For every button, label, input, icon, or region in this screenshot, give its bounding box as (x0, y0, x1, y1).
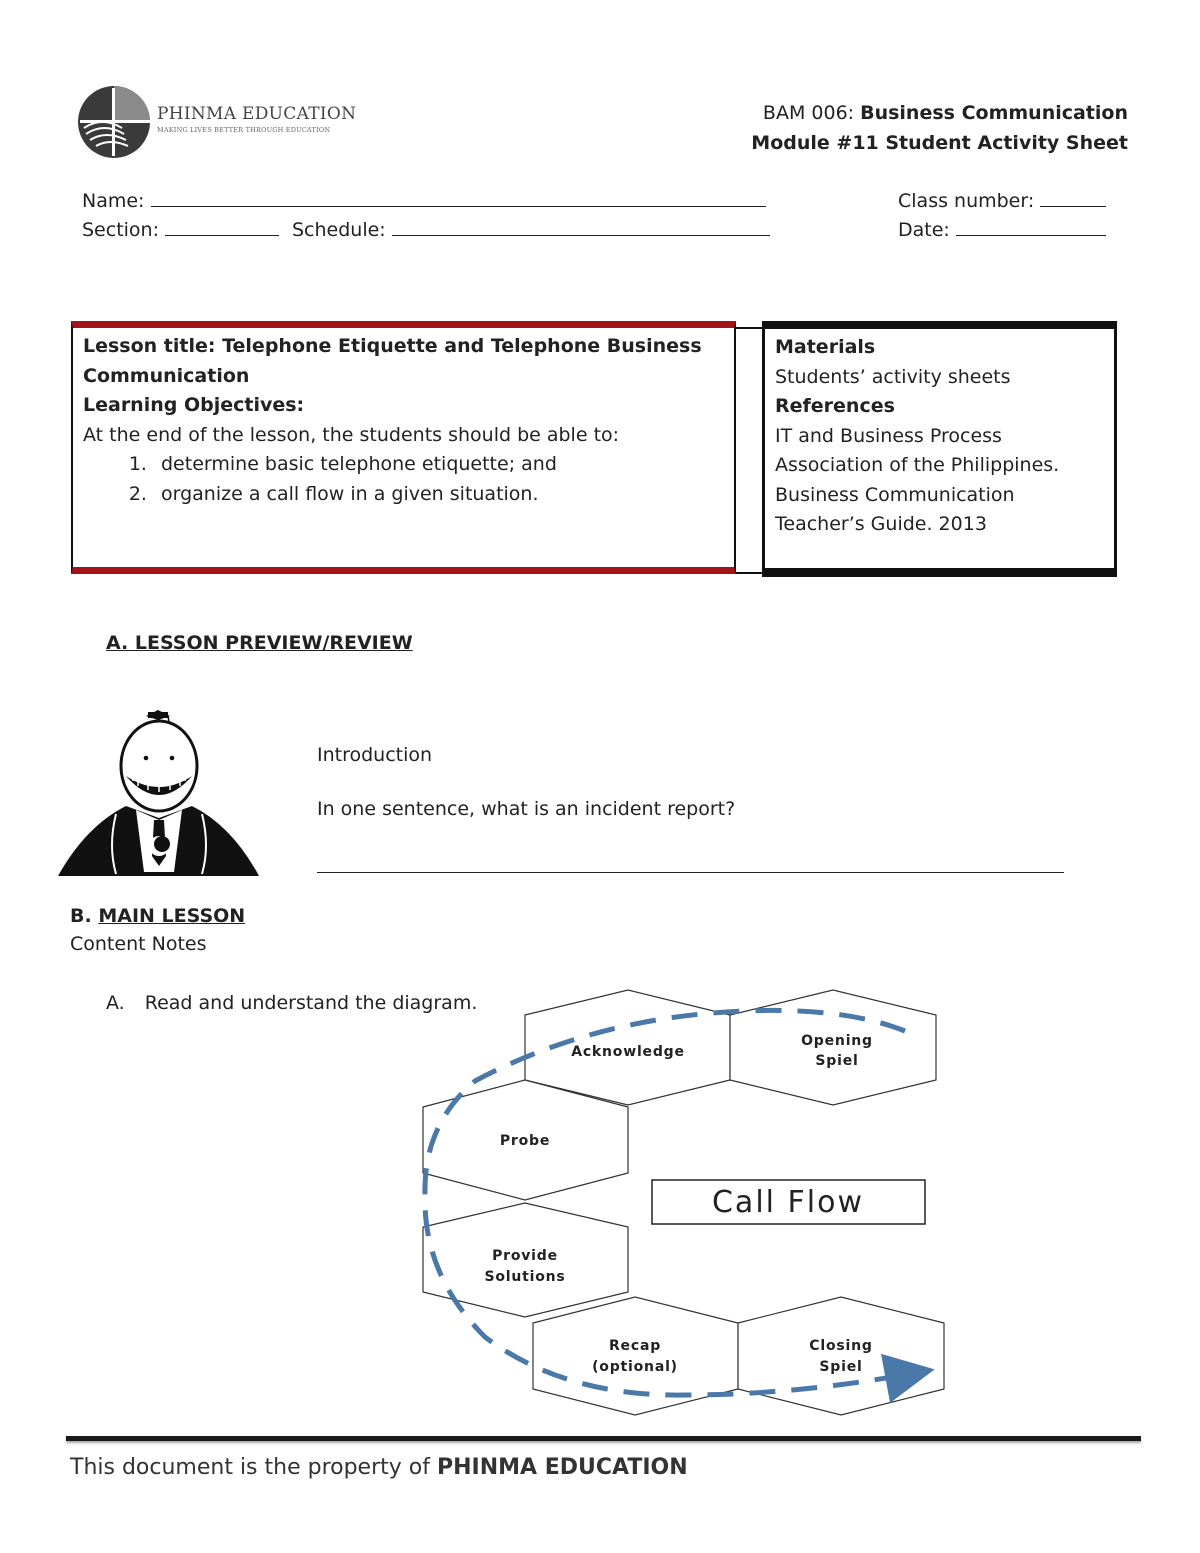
name-blank[interactable] (151, 188, 766, 207)
reference-line: Association of the Philippines. (775, 454, 1060, 476)
step-label: Acknowledge (571, 1044, 685, 1060)
schedule-field[interactable] (292, 217, 770, 241)
objective-item: 1. determine basic telephone etiquette; and (153, 450, 724, 480)
step-label: Opening (801, 1033, 873, 1049)
section-blank[interactable] (165, 217, 279, 236)
section-a-heading: A. LESSON PREVIEW/REVIEW (106, 632, 413, 654)
course-title: Business Communication (860, 102, 1128, 124)
content-notes-label: Content Notes (70, 933, 207, 955)
instruction-marker: A. (106, 992, 125, 1014)
schedule-blank[interactable] (392, 217, 770, 236)
step-label: Provide (492, 1248, 558, 1264)
org-tagline: MAKING LIVES BETTER THROUGH EDUCATION (157, 126, 331, 134)
objectives-heading: Learning Objectives: (83, 394, 305, 416)
date-blank[interactable] (956, 217, 1106, 236)
reference-line: IT and Business Process (775, 424, 1002, 447)
footer-prefix: This document is the property of (70, 1455, 437, 1480)
call-flow-diagram (415, 985, 955, 1420)
instruction-text: Read and understand the diagram. (144, 992, 478, 1014)
class-number-blank[interactable] (1040, 188, 1106, 207)
footer-org: PHINMA EDUCATION (436, 1455, 688, 1480)
lesson-title-line1: Lesson title: Telephone Etiquette and Telephone Business (83, 335, 702, 357)
hexagon-closing-spiel (738, 1297, 944, 1415)
class-number-field[interactable] (898, 188, 1106, 212)
introduction-label: Introduction (317, 744, 433, 766)
introduction-question: In one sentence, what is an incident report? (317, 798, 736, 820)
name-label: Name: (82, 190, 145, 212)
materials-text: Students’ activity sheets (775, 365, 1011, 388)
lesson-title-line2: Communication (83, 364, 250, 387)
footer-rule (66, 1436, 1141, 1441)
course-heading (763, 102, 1128, 124)
section-b-title: MAIN LESSON (98, 905, 246, 927)
lesson-info-box (71, 321, 736, 574)
course-code: BAM 006: (762, 102, 861, 124)
references-heading: References (775, 395, 895, 417)
step-label: Closing (809, 1338, 873, 1354)
objectives-intro: At the end of the lesson, the students should be able to: (83, 423, 620, 446)
schedule-label: Schedule: (292, 219, 386, 241)
section-b-heading (70, 905, 245, 927)
call-flow-title: Call Flow (711, 1185, 865, 1220)
step-label: Spiel (815, 1053, 859, 1069)
reference-line: Teacher’s Guide. 2013 (775, 513, 987, 535)
materials-box (762, 321, 1117, 577)
date-field[interactable] (898, 217, 1106, 241)
class-number-label: Class number: (898, 190, 1035, 212)
materials-heading: Materials (775, 336, 876, 358)
objective-item: 2. organize a call flow in a given situation. (153, 480, 724, 510)
module-title: Module #11 Student Activity Sheet (751, 132, 1128, 154)
date-label: Date: (898, 219, 950, 241)
box-connector (736, 327, 762, 574)
reference-line: Business Communication (775, 483, 1015, 506)
step-label: (optional) (592, 1359, 678, 1375)
section-field[interactable] (82, 217, 279, 241)
hexagon-recap (533, 1297, 738, 1415)
objectives-list (83, 450, 724, 509)
teacher-mascot-illustration (56, 706, 261, 878)
section-b-prefix: B. (70, 905, 99, 927)
org-name: PHINMA EDUCATION (157, 104, 357, 124)
step-label: Solutions (484, 1269, 566, 1285)
step-label: Recap (608, 1338, 662, 1354)
name-field[interactable] (82, 188, 766, 212)
section-label: Section: (82, 219, 159, 241)
answer-line[interactable] (317, 872, 1064, 873)
step-label: Probe (499, 1133, 551, 1149)
step-label: Spiel (819, 1359, 863, 1375)
footer-text (70, 1455, 688, 1480)
